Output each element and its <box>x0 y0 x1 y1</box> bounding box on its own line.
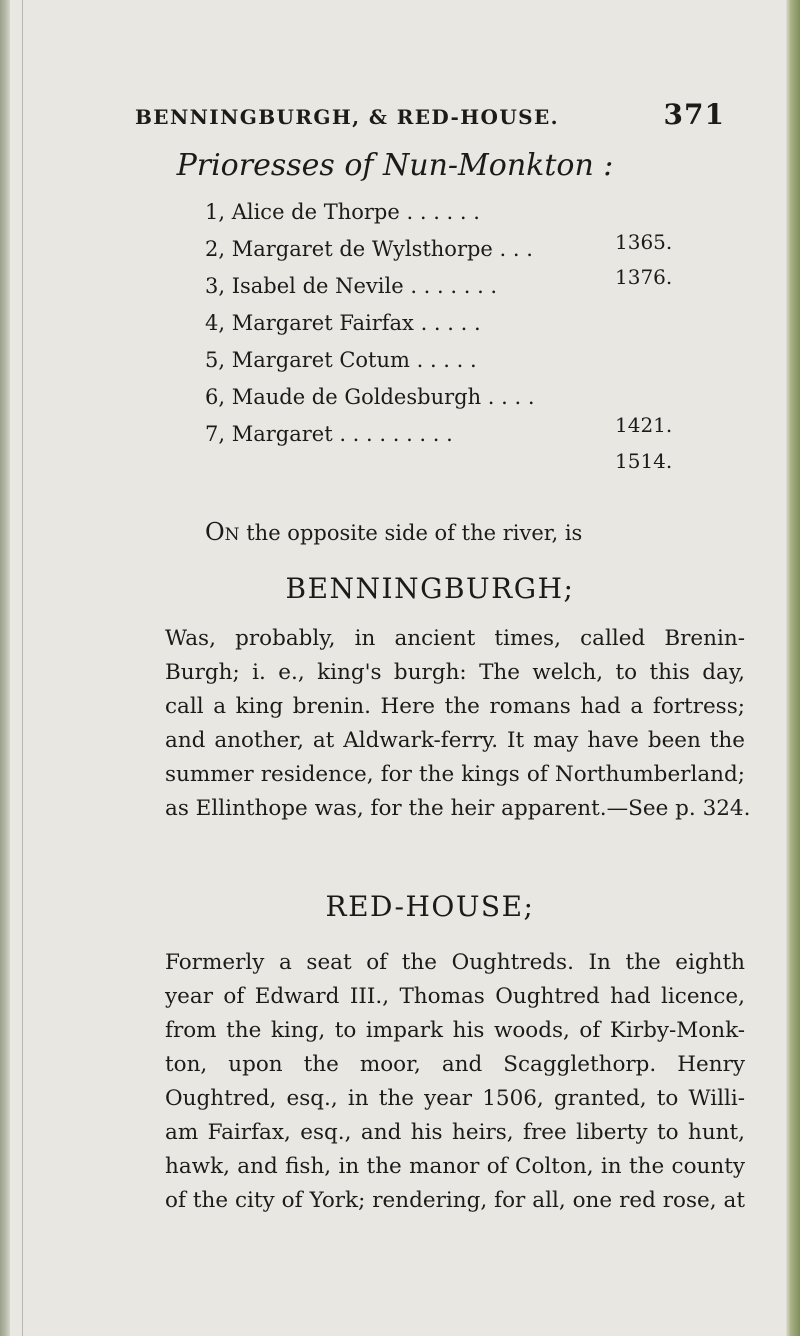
list-item <box>205 348 675 385</box>
text-line: of the city of York; rendering, for all, one red rose, at <box>165 1188 745 1213</box>
text-line: year of Edward III., Thomas Oughtred had licence, <box>165 984 745 1009</box>
scan-binding-line <box>22 0 23 1336</box>
prioress-name: 4, Margaret Fairfax . . . . . <box>205 311 481 335</box>
text-line: ton, upon the moor, and Scagglethorp. Henry <box>165 1052 745 1077</box>
page-number: 371 <box>663 98 725 131</box>
text-line: from the king, to impark his woods, of Kirby-Monk- <box>165 1018 745 1043</box>
transition-sentence <box>205 518 725 546</box>
intro-lead-word: On <box>205 518 240 546</box>
year-1376: 1376. <box>615 265 673 289</box>
prioress-name: 1, Alice de Thorpe . . . . . . <box>205 200 480 224</box>
prioresses-list <box>205 200 675 459</box>
text-line: and another, at Aldwark-ferry. It may have been the <box>165 728 745 753</box>
text-line: Was, probably, in ancient times, called Brenin- <box>165 626 745 651</box>
text-line: call a king brenin. Here the romans had a fortress; <box>165 694 745 719</box>
list-item <box>205 422 675 459</box>
scan-right-edge <box>786 0 800 1336</box>
year-1421: 1421. <box>615 413 673 437</box>
text-line: as Ellinthope was, for the heir apparent.—See p. 324. <box>165 796 751 821</box>
list-item <box>205 274 675 311</box>
list-item <box>205 237 675 274</box>
redhouse-paragraph <box>165 946 745 1218</box>
book-page <box>95 0 751 1336</box>
text-line: Burgh; i. e., king's burgh: The welch, to this day, <box>165 660 745 685</box>
year-1514: 1514. <box>615 449 673 473</box>
prioress-name: 6, Maude de Goldesburgh . . . . <box>205 385 535 409</box>
text-line: am Fairfax, esq., and his heirs, free liberty to hunt, <box>165 1120 745 1145</box>
prioress-name: 7, Margaret . . . . . . . . . <box>205 422 453 446</box>
list-item <box>205 385 675 422</box>
prioress-name: 3, Isabel de Nevile . . . . . . . <box>205 274 498 298</box>
intro-text: the opposite side of the river, is <box>239 521 583 545</box>
list-item <box>205 200 675 237</box>
list-item <box>205 311 675 348</box>
running-title: BENNINGBURGH, & RED-HOUSE. <box>135 105 560 129</box>
running-head <box>135 98 725 131</box>
benningburgh-heading: BENNINGBURGH; <box>285 572 575 605</box>
redhouse-heading: RED-HOUSE; <box>325 890 535 923</box>
text-line: Oughtred, esq., in the year 1506, granted, to Willi- <box>165 1086 745 1111</box>
scan-binding-edge <box>0 0 10 1336</box>
year-1365: 1365. <box>615 230 673 254</box>
text-line: Formerly a seat of the Oughtreds. In the eighth <box>165 950 745 975</box>
text-line: summer residence, for the kings of Northumberland; <box>165 762 745 787</box>
text-line: hawk, and fish, in the manor of Colton, in the county <box>165 1154 745 1179</box>
prioresses-title: Prioresses of Nun-Monkton : <box>176 148 614 183</box>
prioress-name: 5, Margaret Cotum . . . . . <box>205 348 477 372</box>
prioress-name: 2, Margaret de Wylsthorpe . . . <box>205 237 533 261</box>
benningburgh-paragraph <box>165 622 751 826</box>
